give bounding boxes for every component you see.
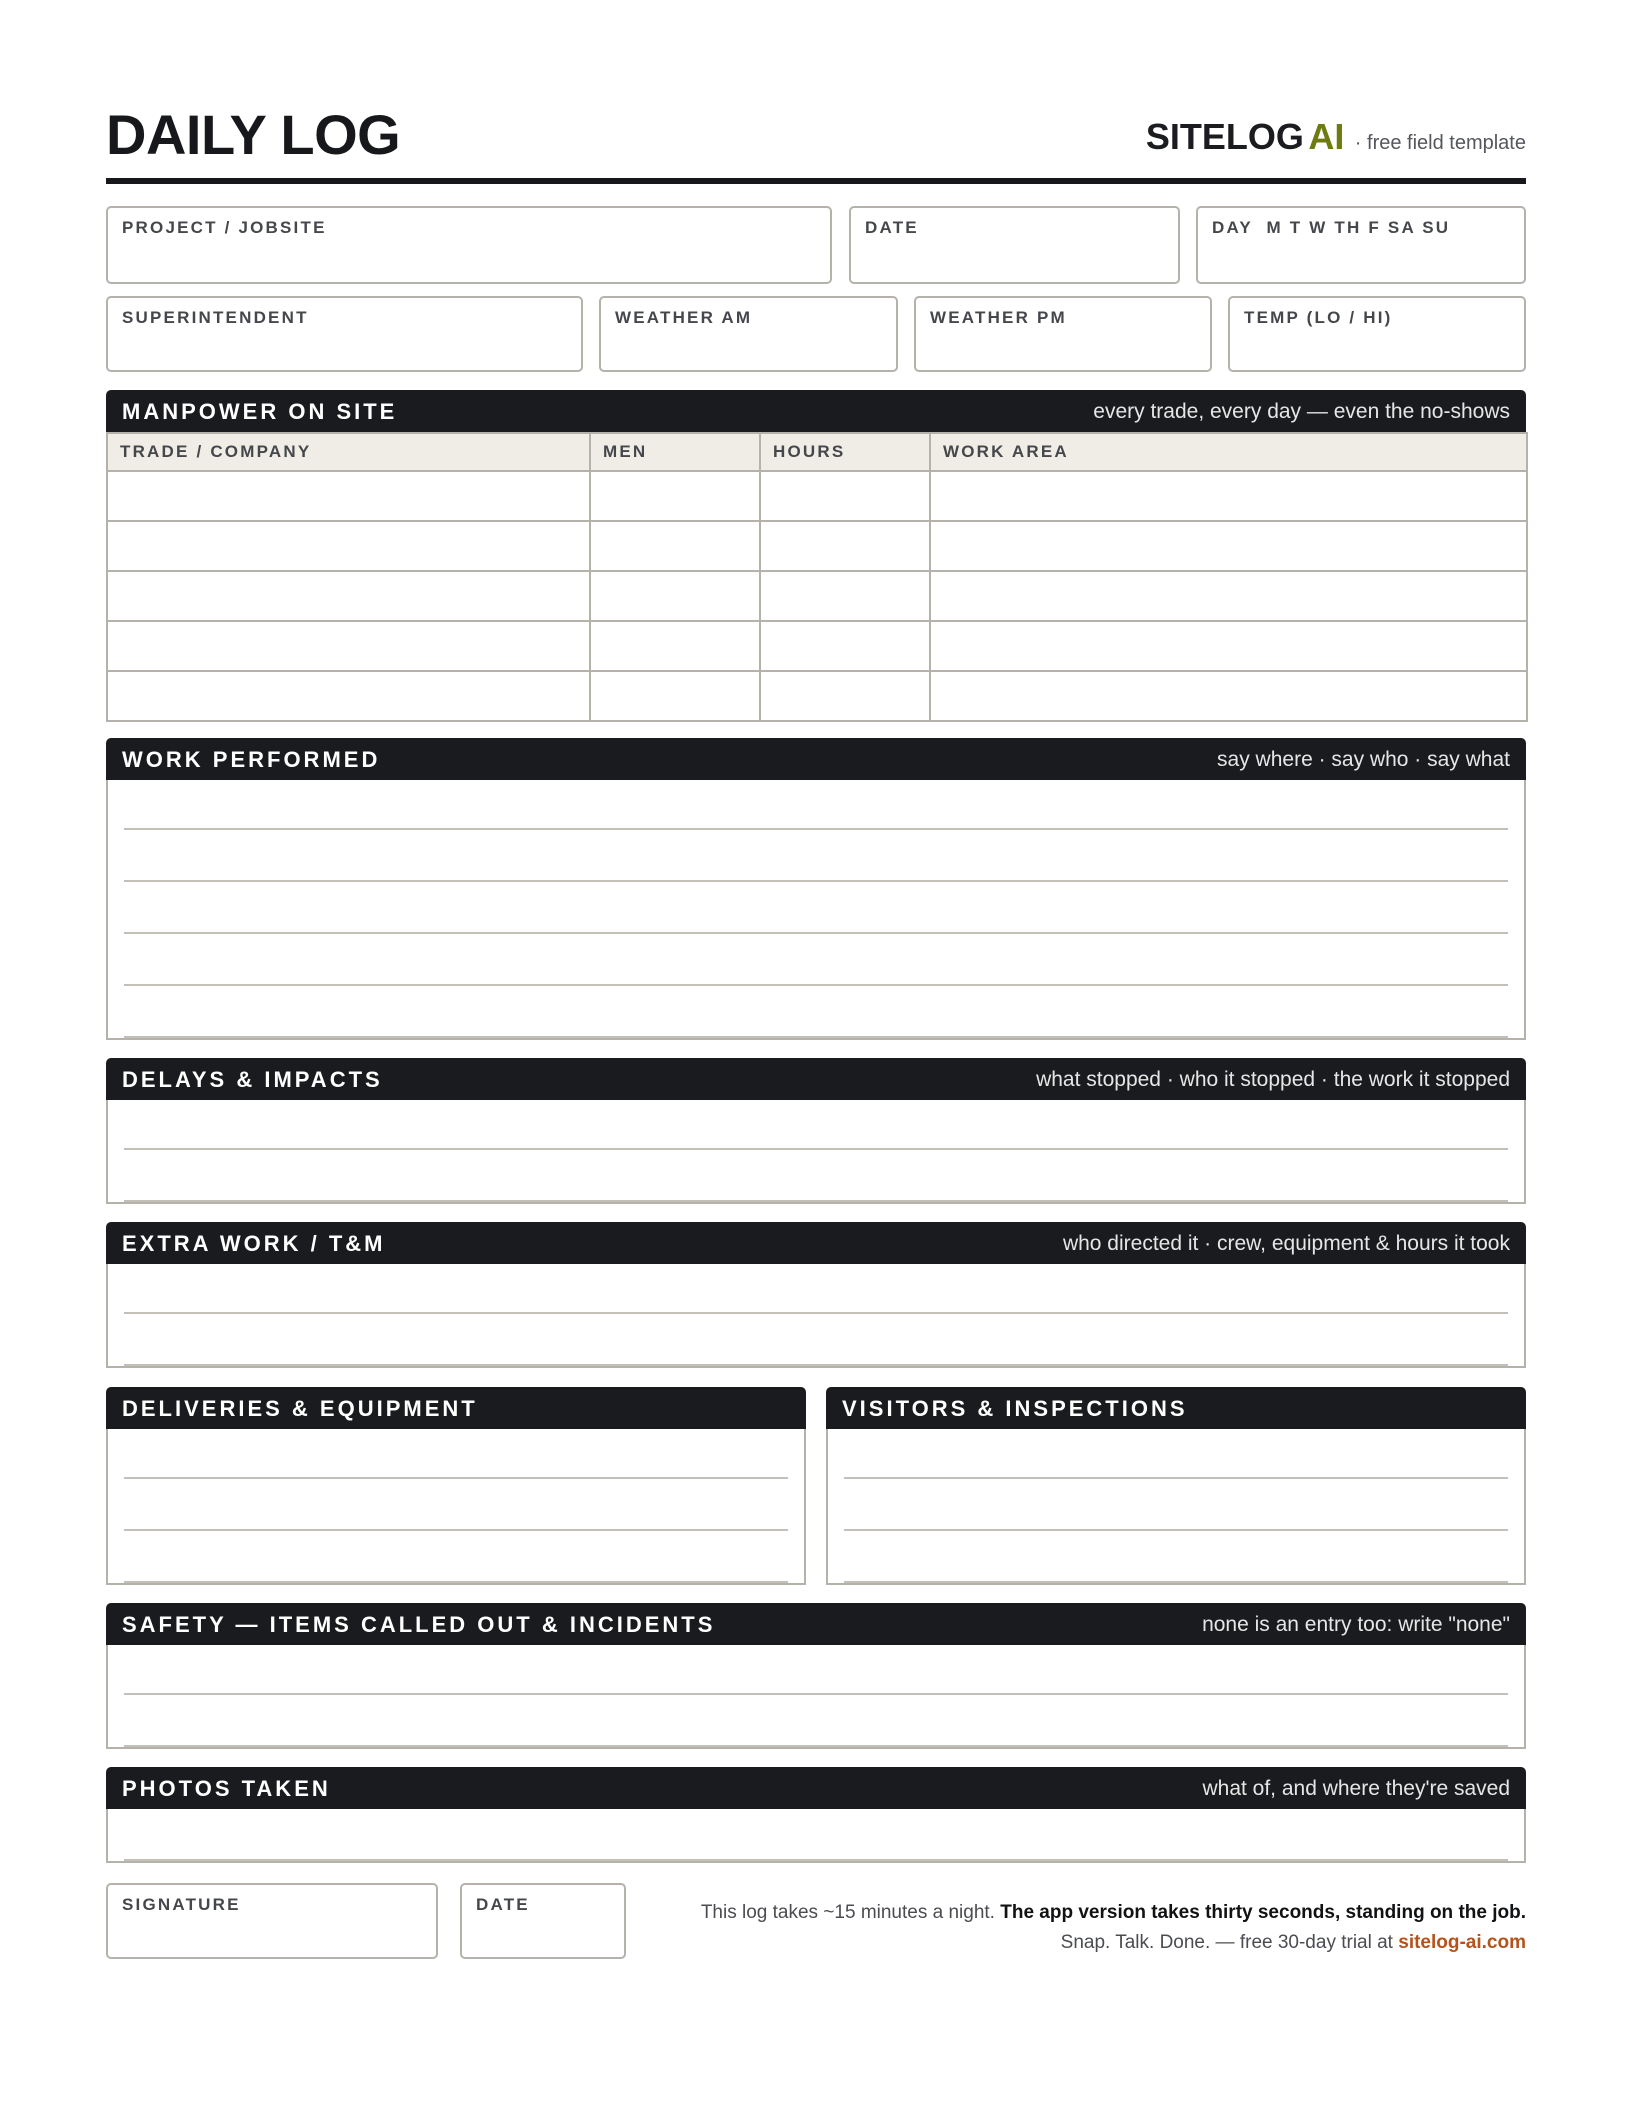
men-cell[interactable] xyxy=(590,621,760,671)
hours-cell[interactable] xyxy=(760,621,930,671)
safety-area[interactable] xyxy=(106,1645,1526,1749)
writing-line xyxy=(124,932,1508,934)
manpower-header-row xyxy=(107,433,1527,471)
col-work-area: WORK AREA xyxy=(930,433,1527,471)
brand-lockup xyxy=(1146,116,1526,158)
photos-header xyxy=(106,1767,1526,1809)
photos-area[interactable] xyxy=(106,1809,1526,1863)
weather-am-label: WEATHER AM xyxy=(615,308,753,327)
day-label: DAY M T W TH F SA SU xyxy=(1212,218,1451,237)
table-row xyxy=(107,671,1527,721)
writing-line xyxy=(844,1529,1508,1531)
trade-cell[interactable] xyxy=(107,571,590,621)
footer-bold-text: The app version takes thirty seconds, standing on the job. xyxy=(1000,1902,1526,1923)
writing-line xyxy=(124,984,1508,986)
men-cell[interactable] xyxy=(590,671,760,721)
table-row xyxy=(107,471,1527,521)
photos-hint: what of, and where they're saved xyxy=(1202,1777,1510,1800)
temp-label: TEMP (LO / HI) xyxy=(1244,308,1393,327)
writing-line xyxy=(124,1581,788,1583)
hours-cell[interactable] xyxy=(760,521,930,571)
col-men: MEN xyxy=(590,433,760,471)
work-performed-area[interactable] xyxy=(106,780,1526,1040)
page-title: DAILY LOG xyxy=(106,103,401,166)
hours-cell[interactable] xyxy=(760,471,930,521)
work-area-cell[interactable] xyxy=(930,471,1527,521)
manpower-header xyxy=(106,390,1526,432)
delays-hint: what stopped · who it stopped · the work it stopped xyxy=(1036,1068,1510,1091)
footer-trial-text: Snap. Talk. Done. — free 30-day trial at xyxy=(1060,1932,1393,1953)
writing-line xyxy=(124,1693,1508,1695)
footer-plain-text: This log takes ~15 minutes a night. xyxy=(700,1902,995,1923)
superintendent-field[interactable] xyxy=(106,296,583,372)
temp-field[interactable] xyxy=(1228,296,1526,372)
work-area-cell[interactable] xyxy=(930,521,1527,571)
hours-cell[interactable] xyxy=(760,671,930,721)
manpower-table xyxy=(106,432,1528,722)
trade-cell[interactable] xyxy=(107,471,590,521)
brand-name: SITELOG xyxy=(1145,116,1304,157)
extra-work-header xyxy=(106,1222,1526,1264)
men-cell[interactable] xyxy=(590,521,760,571)
signature-label: SIGNATURE xyxy=(122,1895,241,1914)
footer-promo xyxy=(701,1898,1526,1958)
manpower-hint: every trade, every day — even the no-shows xyxy=(1093,400,1510,423)
signoff-date-label: DATE xyxy=(476,1895,530,1914)
writing-line xyxy=(124,1477,788,1479)
work-area-cell[interactable] xyxy=(930,571,1527,621)
writing-line xyxy=(124,1148,1508,1150)
writing-line xyxy=(124,1036,1508,1038)
weather-pm-field[interactable] xyxy=(914,296,1212,372)
manpower-title: MANPOWER ON SITE xyxy=(122,399,398,424)
table-row xyxy=(107,571,1527,621)
work-performed-header xyxy=(106,738,1526,780)
weather-pm-label: WEATHER PM xyxy=(930,308,1067,327)
safety-header xyxy=(106,1603,1526,1645)
writing-line xyxy=(844,1581,1508,1583)
work-area-cell[interactable] xyxy=(930,671,1527,721)
visitors-area[interactable] xyxy=(826,1429,1526,1585)
writing-line xyxy=(124,1529,788,1531)
extra-work-title: EXTRA WORK / T&M xyxy=(122,1231,386,1256)
deliveries-area[interactable] xyxy=(106,1429,806,1585)
writing-line xyxy=(124,828,1508,830)
table-row xyxy=(107,621,1527,671)
deliveries-header xyxy=(106,1387,806,1429)
date-label: DATE xyxy=(865,218,919,237)
footer-line-2 xyxy=(701,1928,1526,1958)
header-rule xyxy=(106,178,1526,184)
brand-accent: AI xyxy=(1308,116,1345,157)
col-trade-company: TRADE / COMPANY xyxy=(107,433,590,471)
deliveries-title: DELIVERIES & EQUIPMENT xyxy=(122,1396,478,1421)
men-cell[interactable] xyxy=(590,571,760,621)
footer-link[interactable]: sitelog-ai.com xyxy=(1398,1932,1526,1953)
writing-line xyxy=(124,1745,1508,1747)
project-field[interactable] xyxy=(106,206,832,284)
work-performed-hint: say where · say who · say what xyxy=(1217,748,1510,771)
signature-field[interactable] xyxy=(106,1883,438,1959)
men-cell[interactable] xyxy=(590,471,760,521)
trade-cell[interactable] xyxy=(107,521,590,571)
visitors-header xyxy=(826,1387,1526,1429)
col-hours: HOURS xyxy=(760,433,930,471)
hours-cell[interactable] xyxy=(760,571,930,621)
brand-tagline: · free field template xyxy=(1354,132,1526,154)
trade-cell[interactable] xyxy=(107,621,590,671)
signoff-date-field[interactable] xyxy=(460,1883,626,1959)
delays-area[interactable] xyxy=(106,1100,1526,1204)
table-row xyxy=(107,521,1527,571)
extra-work-area[interactable] xyxy=(106,1264,1526,1368)
superintendent-label: SUPERINTENDENT xyxy=(122,308,309,327)
work-area-cell[interactable] xyxy=(930,621,1527,671)
writing-line xyxy=(124,1859,1508,1861)
page-header xyxy=(106,96,1526,178)
delays-title: DELAYS & IMPACTS xyxy=(122,1067,383,1092)
weather-am-field[interactable] xyxy=(599,296,898,372)
writing-line xyxy=(124,1200,1508,1202)
writing-line xyxy=(124,1312,1508,1314)
trade-cell[interactable] xyxy=(107,671,590,721)
delays-header xyxy=(106,1058,1526,1100)
visitors-title: VISITORS & INSPECTIONS xyxy=(842,1396,1188,1421)
extra-work-hint: who directed it · crew, equipment & hours it took xyxy=(1062,1232,1510,1255)
date-field[interactable] xyxy=(849,206,1180,284)
safety-hint: none is an entry too: write "none" xyxy=(1202,1613,1510,1636)
writing-line xyxy=(124,880,1508,882)
footer-line-1 xyxy=(701,1898,1526,1928)
work-performed-title: WORK PERFORMED xyxy=(122,747,381,772)
writing-line xyxy=(844,1477,1508,1479)
writing-line xyxy=(124,1364,1508,1366)
safety-title: SAFETY — ITEMS CALLED OUT & INCIDENTS xyxy=(122,1612,716,1637)
photos-title: PHOTOS TAKEN xyxy=(122,1776,331,1801)
project-label: PROJECT / JOBSITE xyxy=(122,218,327,237)
day-field[interactable] xyxy=(1196,206,1526,284)
